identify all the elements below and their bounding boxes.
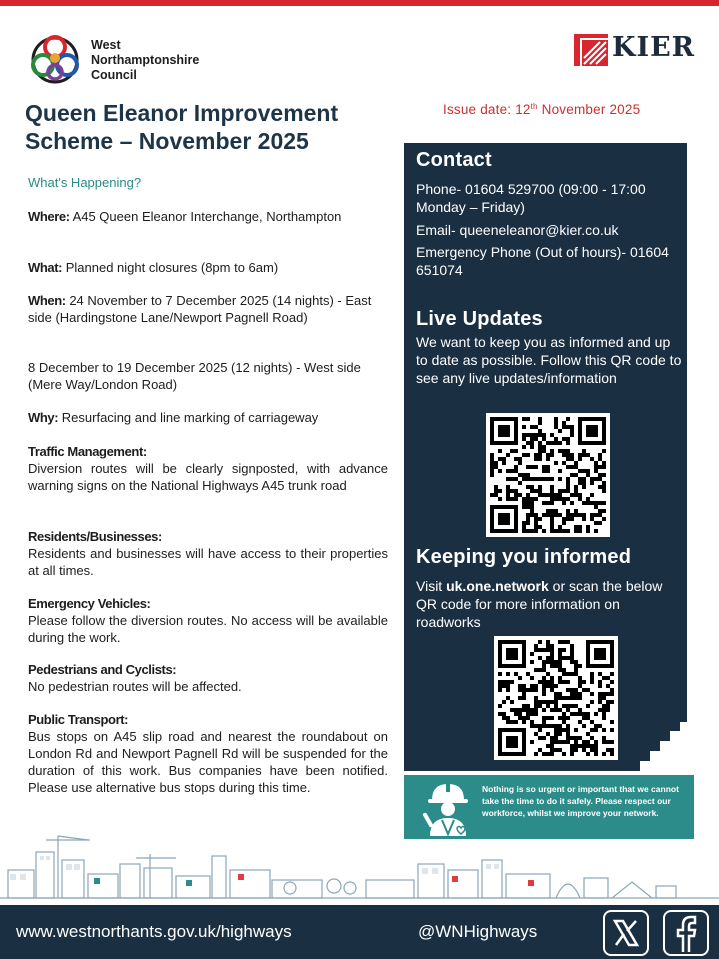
live-updates-heading: Live Updates — [416, 308, 543, 330]
issue-date-prefix: Issue date: 12 — [443, 102, 531, 117]
emergency-vehicles-heading: Emergency Vehicles: — [28, 596, 151, 611]
traffic-management-text: Diversion routes will be clearly signposted, with advance warning signs on the National Highways A45 trunk road — [28, 461, 388, 493]
page-title-line: Scheme – November 2025 — [25, 128, 309, 154]
keeping-informed-suffix: or scan the below QR code for more information on roadworks — [416, 578, 663, 630]
page-title — [25, 99, 397, 155]
social-handle[interactable]: @WNHighways — [418, 922, 538, 941]
council-name — [91, 38, 241, 83]
live-updates-qr-code[interactable] — [486, 413, 610, 537]
council-emblem-icon — [27, 30, 83, 90]
contact-phone[interactable]: Phone- 01604 529700 (09:00 - 17:00 Monday – Friday) — [416, 181, 646, 215]
council-name-line: Northamptonshire — [91, 53, 200, 67]
public-transport-heading: Public Transport: — [28, 712, 129, 727]
keeping-informed-heading: Keeping you informed — [416, 546, 632, 568]
footer-bar — [0, 905, 719, 959]
pedestrians-text: No pedestrian routes will be affected. — [28, 679, 242, 694]
traffic-management-heading: Traffic Management: — [28, 444, 147, 459]
where-paragraph — [28, 208, 388, 225]
council-name-line: Council — [91, 68, 137, 82]
when-label: When: — [28, 293, 66, 308]
where-value: A45 Queen Eleanor Interchange, Northampton — [69, 209, 342, 224]
why-label: Why: — [28, 410, 59, 425]
what-label: What: — [28, 260, 63, 275]
traffic-management-section — [28, 443, 388, 494]
emergency-vehicles-text: Please follow the diversion routes. No access will be available during the work. — [28, 613, 388, 645]
issue-date — [443, 102, 640, 117]
kier-mark-icon — [572, 30, 612, 70]
council-name-line: West — [91, 38, 121, 52]
emergency-vehicles-section — [28, 595, 388, 646]
issue-date-rest: November 2025 — [537, 102, 641, 117]
residents-section — [28, 528, 388, 579]
when-paragraph — [28, 292, 388, 326]
whats-happening-heading: What's Happening? — [28, 175, 142, 190]
when-paragraph-west: 8 December to 19 December 2025 (12 nights) - West side (Mere Way/London Road) — [28, 360, 361, 392]
x-logo-icon — [605, 912, 647, 954]
public-transport-text: Bus stops on A45 slip road and nearest the roundabout on London Rd and Newport Pagnell Rd will be suspended for the duration of this work. Bus companies have been notified. Please use alternative bus stops during this time. — [28, 729, 388, 795]
public-transport-section — [28, 711, 388, 796]
city-skyline-illustration — [0, 830, 719, 902]
what-value: Planned night closures (8pm to 6am) — [62, 260, 279, 275]
residents-text: Residents and businesses will have access to their properties at all times. — [28, 546, 388, 578]
qr-code-icon — [494, 636, 618, 760]
roadworks-qr-code[interactable] — [494, 636, 618, 760]
why-paragraph — [28, 409, 388, 426]
issue-date-ordinal: th — [530, 102, 538, 111]
council-logo — [27, 30, 227, 92]
when-value: 24 November to 7 December 2025 (14 nights) - East side (Hardingstone Lane/Newport Pagnell Road) — [28, 293, 372, 325]
what-paragraph — [28, 259, 388, 276]
safety-message: Nothing is so urgent or important that we cannot take the time to do it safely. Please respect our workforce, whilst we improve your network. — [482, 784, 679, 818]
where-label: Where: — [28, 209, 70, 224]
facebook-icon[interactable] — [663, 910, 709, 956]
contact-panel — [404, 143, 687, 771]
facebook-logo-icon — [665, 912, 707, 954]
residents-heading: Residents/Businesses: — [28, 529, 162, 544]
kier-logo — [572, 30, 696, 70]
road-worker-icon — [420, 778, 476, 836]
contact-emergency-phone[interactable]: Emergency Phone (Out of hours)- 01604 651074 — [416, 244, 669, 278]
pedestrians-section — [28, 661, 388, 695]
highways-website-link[interactable]: www.westnorthants.gov.uk/highways — [16, 922, 292, 941]
keeping-informed-text — [416, 577, 684, 631]
one-network-link[interactable]: uk.one.network — [446, 578, 549, 594]
top-accent-bar — [0, 0, 719, 6]
pedestrians-heading: Pedestrians and Cyclists: — [28, 662, 177, 677]
x-icon[interactable] — [603, 910, 649, 956]
contact-heading: Contact — [416, 149, 492, 171]
keeping-informed-prefix: Visit — [416, 578, 447, 594]
why-value: Resurfacing and line marking of carriageway — [58, 410, 319, 425]
qr-code-icon — [486, 413, 610, 537]
kier-wordmark: KIER — [612, 32, 696, 63]
live-updates-text: We want to keep you as informed and up to date as possible. Follow this QR code to see any live updates/information — [416, 334, 682, 386]
contact-email[interactable]: Email- queeneleanor@kier.co.uk — [416, 222, 619, 238]
page-title-line: Queen Eleanor Improvement — [25, 100, 339, 126]
stairs-decoration-icon — [630, 722, 687, 771]
